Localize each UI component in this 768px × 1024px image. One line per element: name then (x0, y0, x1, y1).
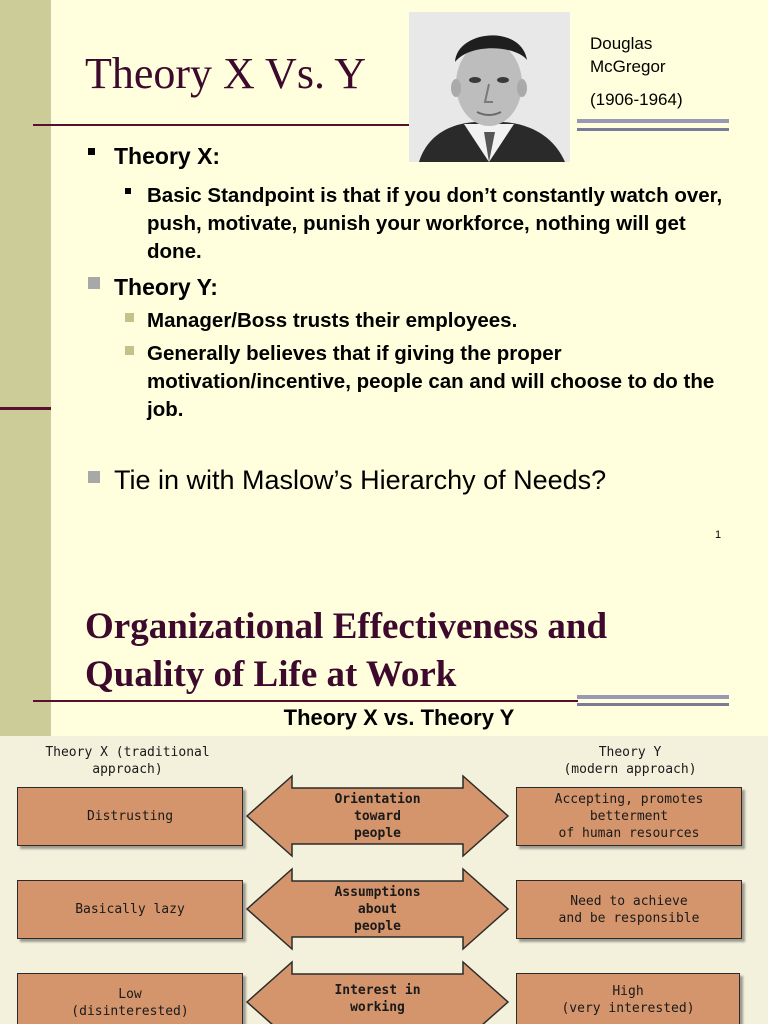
theory-x-cell: Basically lazy (17, 880, 243, 939)
double-arrow (245, 867, 510, 951)
theory-x-description: Basic Standpoint is that if you don’t constantly watch over, push, motivate, punish your workforce, nothing will get done. (147, 184, 723, 263)
maslow-question: Tie in with Maslow’s Hierarchy of Needs? (114, 465, 607, 495)
theory-x-cell: Distrusting (17, 787, 243, 846)
theory-y-header: Theory Y (modern approach) (563, 745, 697, 777)
double-arrow (245, 960, 510, 1024)
theory-y-heading: Theory Y: (114, 274, 218, 300)
slide-title-line-1: Organizational Effectiveness and (85, 606, 608, 647)
bullet-marker (88, 471, 100, 483)
interest-label: Interest in working (334, 983, 421, 1015)
title-rule-grey (577, 119, 729, 123)
title-rule-grey (577, 695, 729, 699)
assumptions-label: Assumptions about people (334, 884, 421, 934)
slide-2 (0, 575, 768, 1024)
sub-bullet-marker (125, 313, 134, 322)
bullet-marker (88, 148, 95, 155)
slide-sidebar (0, 0, 51, 575)
theory-y-trust: Manager/Boss trusts their employees. (147, 309, 518, 332)
page-number: 1 (715, 529, 722, 541)
theory-y-cell: Accepting, promotes betterment of human resources (516, 787, 742, 846)
title-rule-grey-2 (577, 128, 729, 131)
person-dates: (1906-1964) (590, 90, 683, 109)
sidebar-accent (0, 407, 51, 410)
orientation-label: Orientation toward people (334, 791, 421, 841)
theory-comparison-diagram (0, 736, 768, 1024)
slide-title-line-2: Quality of Life at Work (85, 654, 457, 695)
theory-x-heading: Theory X: (114, 143, 221, 169)
person-name-first: Douglas (590, 34, 653, 53)
portrait-photo (409, 12, 570, 162)
title-rule (33, 124, 409, 126)
person-name-last: McGregor (590, 57, 666, 76)
theory-y-motivation: Generally believes that if giving the proper motivation/incentive, people can and will choose to do the job. (147, 342, 715, 421)
theory-x-header: Theory X (traditional approach) (45, 745, 210, 777)
slide-subtitle: Theory X vs. Theory Y (283, 705, 515, 730)
double-arrow (245, 774, 510, 858)
theory-y-cell: High (very interested) (516, 973, 740, 1024)
sub-bullet-marker (125, 346, 134, 355)
theory-y-cell: Need to achieve and be responsible (516, 880, 742, 939)
theory-x-cell: Low (disinterested) (17, 973, 243, 1024)
bullet-marker (88, 277, 100, 289)
slide-title: Theory X Vs. Y (85, 49, 367, 98)
sub-bullet-marker (125, 188, 131, 194)
title-rule (33, 700, 578, 702)
